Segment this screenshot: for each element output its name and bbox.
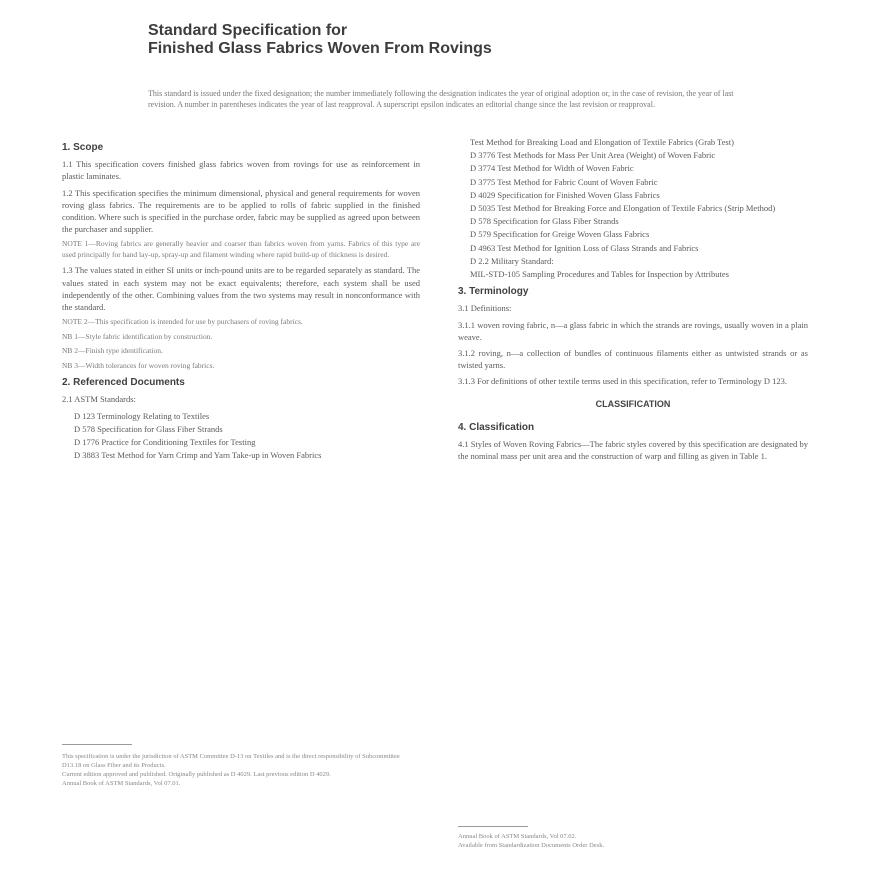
section-3-1: 3.1 Definitions: bbox=[458, 303, 512, 314]
footnote: Available from Standardization Documents Order Desk. bbox=[458, 842, 605, 849]
section-1-1: 1.1 This specification covers finished glass fabrics woven from rovings for use as reinforcement in plastic laminates. bbox=[62, 159, 420, 182]
section-3-1-1: 3.1.1 woven roving fabric, n—a glass fabric in which the strands are rovings, usually woven in a plain weave. bbox=[458, 319, 808, 342]
note-2-item: NB 2—Finish type identification. bbox=[62, 346, 163, 356]
reference-item: D 4029 Specification for Finished Woven Glass Fabrics bbox=[470, 189, 660, 200]
right-column bbox=[458, 136, 808, 466]
reference-item: Test Method for Breaking Load and Elongation of Textile Fabrics (Grab Test) bbox=[470, 137, 734, 147]
note-2: NOTE 2—This specification is intended for use by purchasers of roving fabrics. bbox=[62, 317, 303, 327]
reference-item: D 579 Specification for Greige Woven Glass Fabrics bbox=[470, 229, 650, 240]
reference-item: D 123 Terminology Relating to Textiles bbox=[74, 410, 210, 421]
reference-item: D 1776 Practice for Conditioning Textiles for Testing bbox=[74, 437, 256, 448]
section-3-1-3: 3.1.3 For definitions of other textile terms used in this specification, refer to Terminology D 123. bbox=[458, 376, 788, 387]
document-title-line1: Standard Specification for bbox=[148, 22, 348, 39]
reference-item: D 2.2 Military Standard: bbox=[470, 255, 554, 266]
footnote: Annual Book of ASTM Standards, Vol 07.01. bbox=[62, 780, 181, 787]
footnote-rule-right bbox=[458, 826, 528, 827]
section-4-1: 4.1 Styles of Woven Roving Fabrics—The fabric styles covered by this specification are designated by the nominal mass per unit area and the construction of warp and filling as given in Table 1. bbox=[458, 439, 808, 462]
footnote: This specification is under the jurisdiction of ASTM Committee D-13 on Textiles and is the direct responsibility of Subcommittee D13.18 on Glass Fiber and its Products. bbox=[62, 753, 400, 769]
section-2-heading: 2. Referenced Documents bbox=[62, 377, 185, 389]
section-3-heading: 3. Terminology bbox=[458, 286, 529, 298]
note-2-item: NB 1—Style fabric identification by construction. bbox=[62, 331, 213, 341]
section-1-heading: 1. Scope bbox=[62, 142, 104, 153]
note-2-item: NB 3—Width tolerances for woven roving fabrics. bbox=[62, 360, 215, 370]
section-1-3: 1.3 The values stated in either SI units or inch-pound units are to be regarded separately as standard. The values stated in each system may not be exact equivalents; therefore, each system shall be used independently of the other. Combining values from the two systems may result in nonconformance with the standard. bbox=[62, 265, 420, 313]
reference-item: D 3774 Test Method for Width of Woven Fabric bbox=[470, 163, 634, 174]
footnote-rule-left bbox=[62, 744, 132, 745]
section-4-heading: 4. Classification bbox=[458, 421, 535, 433]
reference-item: D 3775 Test Method for Fabric Count of Woven Fabric bbox=[470, 176, 658, 187]
reference-item: D 4963 Test Method for Ignition Loss of Glass Strands and Fabrics bbox=[470, 242, 699, 253]
section-3-1-2: 3.1.2 roving, n—a collection of bundles of continuous filaments either as untwisted strands or as twisted yarns. bbox=[458, 348, 808, 371]
document-title-line2: Finished Glass Fabrics Woven From Rovings bbox=[148, 40, 492, 57]
reference-item: D 578 Specification for Glass Fiber Strands bbox=[74, 423, 223, 434]
section-1-2: 1.2 This specification specifies the minimum dimensional, physical and general requirements for woven roving glass fabrics. The requirements are to be applied to rolls of fabric supplied in the finished condition. Where such is specified in the purchase order, fabric may be supplied as agreed upon between the purchaser and supplier. bbox=[62, 187, 420, 235]
footnote: Annual Book of ASTM Standards, Vol 07.02. bbox=[458, 833, 577, 840]
left-column bbox=[62, 136, 420, 462]
reference-item: D 3883 Test Method for Yarn Crimp and Yarn Take-up in Woven Fabrics bbox=[74, 450, 322, 461]
footnotes-left bbox=[62, 752, 420, 788]
note-1: NOTE 1—Roving fabrics are generally heavier and coarser than fabrics woven from yarns. Fabrics of this type are used principally for hand lay-up, spray-up and filament winding where rapid build-up of thickness is desired. bbox=[62, 239, 420, 259]
section-2-1: 2.1 ASTM Standards: bbox=[62, 394, 136, 405]
reference-item: D 3776 Test Methods for Mass Per Unit Area (Weight) of Woven Fabric bbox=[470, 150, 716, 161]
reference-item: D 578 Specification for Glass Fiber Strands bbox=[470, 216, 619, 227]
classification-heading: CLASSIFICATION bbox=[595, 398, 671, 409]
reference-item: D 5035 Test Method for Breaking Force and Elongation of Textile Fabrics (Strip Method) bbox=[470, 203, 776, 214]
issuance-note: This standard is issued under the fixed designation; the number immediately following the designation indicates the year of original adoption or, in the case of revision, the year of last revision. A number in parentheses indicates the year of last reapproval. A superscript epsilon indicates an editorial change since the last revision or reapproval. bbox=[148, 89, 734, 109]
title-block bbox=[148, 22, 748, 58]
reference-item: MIL-STD-105 Sampling Procedures and Tables for Inspection by Attributes bbox=[470, 269, 729, 280]
footnote: Current edition approved and published. Originally published as D 4029. Last previous edition D 4029. bbox=[62, 771, 331, 778]
footnotes-right bbox=[458, 832, 808, 850]
